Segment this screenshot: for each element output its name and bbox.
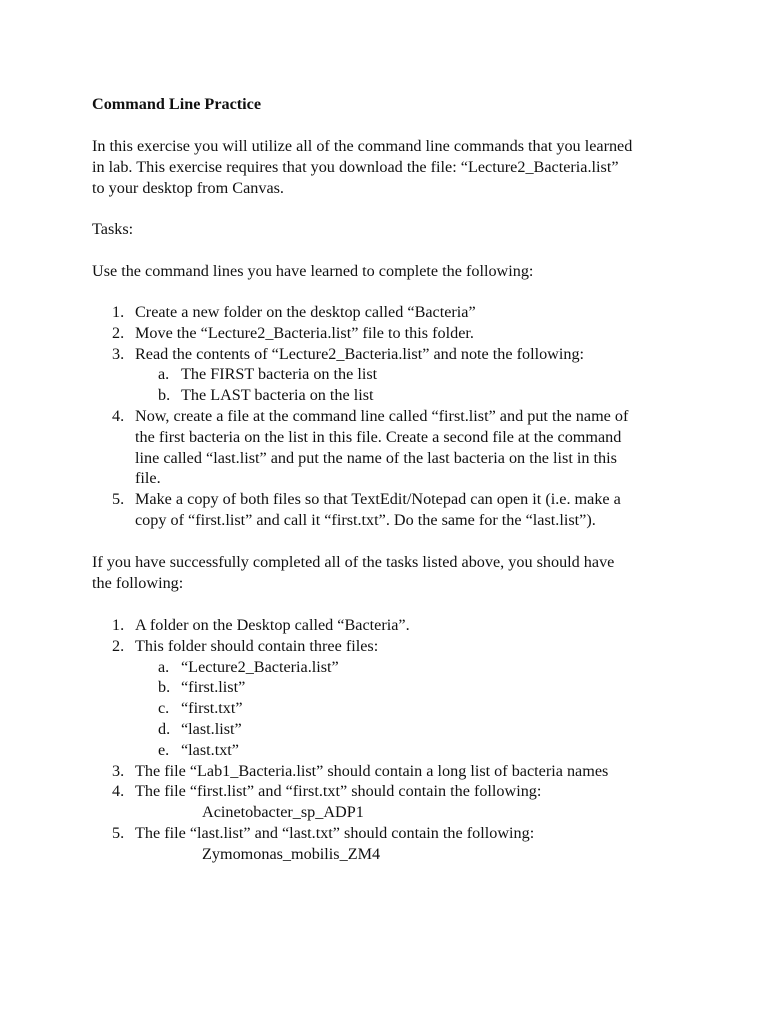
list-item-text: file. — [135, 469, 161, 488]
result-lead — [92, 552, 692, 594]
list-number: 3. — [112, 344, 125, 363]
results-list — [92, 615, 692, 865]
intro-line: In this exercise you will utilize all of the command line commands that you learned — [92, 137, 633, 155]
list-item — [92, 344, 692, 365]
list-item — [92, 302, 692, 323]
list-number: 3. — [112, 761, 125, 780]
list-number: 4. — [112, 406, 125, 425]
tasks-heading: Tasks: — [92, 220, 134, 238]
expected-content: Zymomonas_mobilis_ZM4 — [202, 844, 381, 863]
sub-list-letter: d. — [158, 719, 171, 738]
sub-list-text: “first.txt” — [181, 699, 243, 718]
list-item — [92, 823, 692, 865]
sub-list-text: “first.list” — [181, 678, 246, 697]
list-number: 2. — [112, 636, 125, 655]
list-number: 5. — [112, 823, 125, 842]
sub-list-item — [92, 364, 692, 385]
sub-list-item — [92, 740, 692, 761]
sub-list-text: “last.txt” — [181, 740, 239, 759]
sub-list-letter: b. — [158, 386, 171, 405]
list-number: 5. — [112, 490, 125, 509]
sub-list-letter: a. — [158, 365, 170, 384]
sub-list-text: The FIRST bacteria on the list — [181, 365, 378, 384]
list-number: 1. — [112, 303, 125, 321]
list-number: 4. — [112, 782, 125, 801]
list-item — [92, 489, 692, 531]
list-item-text: the first bacteria on the list in this file. Create a second file at the command — [135, 427, 622, 446]
expected-content: Acinetobacter_sp_ADP1 — [202, 803, 364, 822]
sub-list-letter: a. — [158, 657, 170, 676]
list-item-text: Make a copy of both files so that TextEdit/Notepad can open it (i.e. make a — [135, 490, 621, 509]
list-item-text: The file “last.list” and “last.txt” should contain the following: — [135, 823, 535, 842]
list-item-text: Move the “Lecture2_Bacteria.list” file to this folder. — [135, 323, 474, 342]
list-item-text: This folder should contain three files: — [135, 636, 379, 655]
intro-line: to your desktop from Canvas. — [92, 178, 284, 197]
list-item-text: The file “first.list” and “first.txt” should contain the following: — [135, 782, 542, 801]
sub-list-letter: b. — [158, 678, 171, 697]
tasks-lead: Use the command lines you have learned to complete the following: — [92, 262, 534, 280]
list-item-text: Now, create a file at the command line called “first.list” and put the name of — [135, 406, 629, 425]
list-item — [92, 406, 692, 489]
list-number: 2. — [112, 323, 125, 342]
list-item-text: The file “Lab1_Bacteria.list” should contain a long list of bacteria names — [135, 761, 609, 780]
sub-list-letter: c. — [158, 699, 170, 718]
tasks-list — [92, 302, 692, 531]
list-item-text: A folder on the Desktop called “Bacteria”. — [135, 616, 410, 634]
list-item — [92, 323, 692, 344]
page-title: Command Line Practice — [92, 95, 262, 113]
list-item — [92, 761, 692, 782]
list-item-text: copy of “first.list” and call it “first.txt”. Do the same for the “last.list”). — [135, 510, 596, 529]
list-item — [92, 636, 692, 657]
list-item-text: line called “last.list” and put the name of the last bacteria on the list in this — [135, 448, 617, 467]
sub-list-letter: e. — [158, 740, 170, 759]
sub-list-item — [92, 677, 692, 698]
list-item-text: Create a new folder on the desktop called “Bacteria” — [135, 303, 476, 321]
sub-list-text: “Lecture2_Bacteria.list” — [181, 657, 339, 676]
sub-list-text: “last.list” — [181, 719, 242, 738]
sub-list-item — [92, 657, 692, 678]
sub-list-text: The LAST bacteria on the list — [181, 386, 374, 405]
result-lead-line: If you have successfully completed all of the tasks listed above, you should have — [92, 553, 615, 571]
result-lead-line: the following: — [92, 573, 184, 592]
list-item-text: Read the contents of “Lecture2_Bacteria.list” and note the following: — [135, 344, 585, 363]
sub-list-item — [92, 698, 692, 719]
intro-line: in lab. This exercise requires that you download the file: “Lecture2_Bacteria.list” — [92, 157, 619, 176]
list-item — [92, 781, 692, 823]
sub-list-item — [92, 719, 692, 740]
intro-paragraph — [92, 136, 692, 198]
list-number: 1. — [112, 616, 125, 634]
list-item — [92, 615, 692, 636]
sub-list-item — [92, 385, 692, 406]
